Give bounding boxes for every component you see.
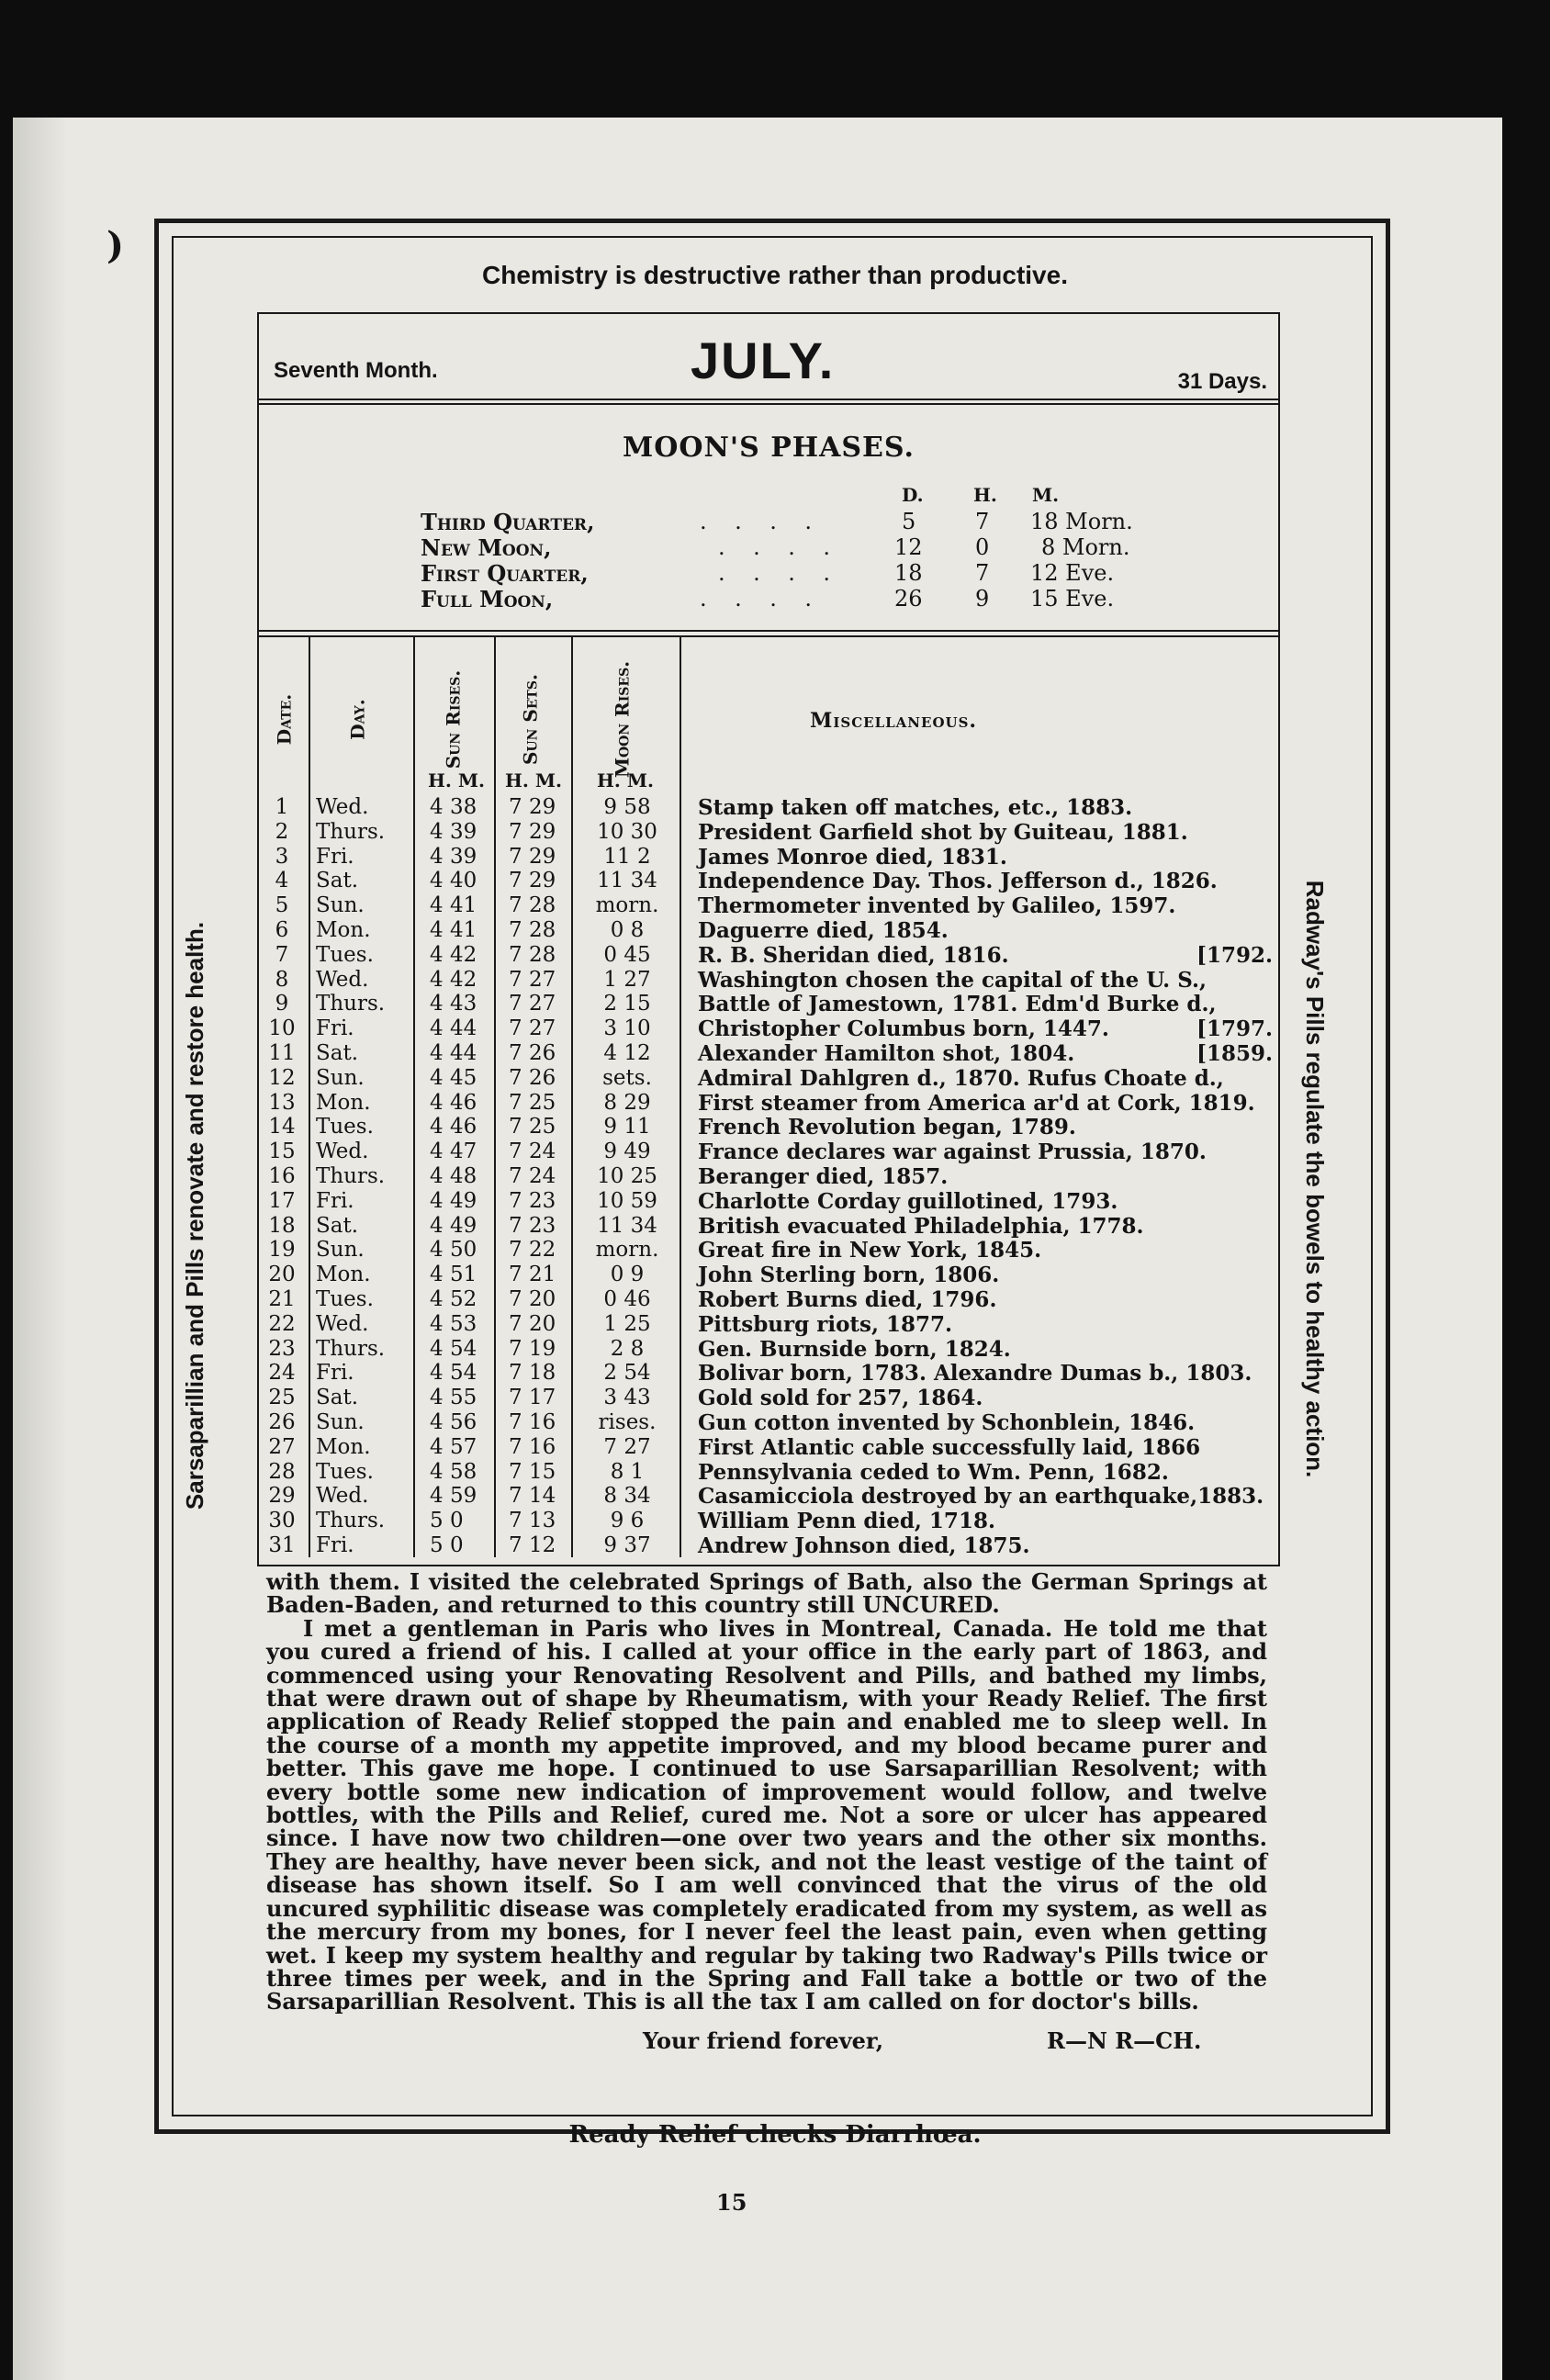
moon-phase-day: 5 bbox=[902, 509, 916, 534]
moon-phase-name: First Quarter, bbox=[421, 560, 589, 587]
sun-set-cell: 7 24 bbox=[509, 1164, 556, 1188]
calendar-row bbox=[259, 1189, 1278, 1214]
day-cell: Mon. bbox=[316, 1090, 371, 1115]
date-cell: 20 bbox=[268, 1263, 296, 1287]
moon-rise-cell: 9 6 bbox=[610, 1509, 645, 1533]
date-cell: 9 bbox=[275, 992, 289, 1016]
moon-rise-cell: 11 2 bbox=[603, 844, 651, 869]
sun-set-cell: 7 25 bbox=[509, 1115, 556, 1139]
calendar-table bbox=[257, 312, 1280, 1566]
sun-set-cell: 7 29 bbox=[509, 819, 556, 844]
moon-col-m: M. bbox=[1032, 484, 1060, 506]
misc-cell: William Penn died, 1718. bbox=[698, 1509, 995, 1534]
day-cell: Thurs. bbox=[316, 1509, 386, 1533]
misc-cell: Washington chosen the capital of the U. S., bbox=[698, 967, 1207, 993]
sun-rise-cell: 4 49 bbox=[430, 1188, 477, 1213]
moon-phase-day: 26 bbox=[894, 586, 923, 612]
sun-rise-cell: 4 38 bbox=[430, 795, 477, 819]
sun-set-cell: 7 15 bbox=[509, 1459, 556, 1484]
sun-set-cell: 7 27 bbox=[509, 967, 556, 992]
calendar-row bbox=[259, 1361, 1278, 1386]
date-cell: 6 bbox=[275, 918, 289, 942]
moon-phase-row bbox=[259, 560, 1278, 586]
sun-set-cell: 7 26 bbox=[509, 1041, 556, 1065]
sun-rise-cell: 5 0 bbox=[430, 1509, 464, 1533]
testimonial-letter bbox=[266, 1570, 1267, 2014]
moon-rise-cell: 0 8 bbox=[610, 918, 645, 942]
misc-cell: Gen. Burnside born, 1824. bbox=[698, 1336, 1011, 1362]
sun-rise-cell: 4 49 bbox=[430, 1213, 477, 1238]
date-cell: 1 bbox=[275, 795, 289, 819]
calendar-row bbox=[259, 1041, 1278, 1066]
misc-cell: Stamp taken off matches, etc., 1883. bbox=[698, 795, 1133, 820]
moon-rise-cell: 1 25 bbox=[603, 1311, 651, 1336]
sun-rise-cell: 4 47 bbox=[430, 1139, 477, 1164]
calendar-row bbox=[259, 1484, 1278, 1509]
date-cell: 26 bbox=[268, 1410, 296, 1434]
date-cell: 27 bbox=[268, 1434, 296, 1459]
calendar-row bbox=[259, 968, 1278, 993]
day-cell: Fri. bbox=[316, 844, 354, 869]
date-cell: 7 bbox=[275, 942, 289, 967]
sun-rise-cell: 4 42 bbox=[430, 942, 477, 967]
sun-set-cell: 7 12 bbox=[509, 1533, 556, 1557]
moon-rise-cell: 0 45 bbox=[603, 942, 651, 967]
misc-cell: Charlotte Corday guillotined, 1793. bbox=[698, 1188, 1118, 1214]
sun-rise-cell: 4 54 bbox=[430, 1336, 477, 1361]
misc-cell: John Sterling born, 1806. bbox=[698, 1263, 1000, 1288]
date-cell: 4 bbox=[275, 869, 289, 893]
calendar-row bbox=[259, 1066, 1278, 1091]
moon-rise-cell: 9 49 bbox=[603, 1139, 651, 1164]
moon-rise-cell: 7 27 bbox=[603, 1434, 651, 1459]
moon-rise-cell: 1 27 bbox=[603, 967, 651, 992]
bottom-motto: Ready Relief checks Diarrhœa. bbox=[568, 2121, 982, 2149]
moon-rise-cell: 10 25 bbox=[597, 1164, 657, 1188]
moon-rise-cell: 11 34 bbox=[597, 1213, 657, 1238]
sun-rise-cell: 4 58 bbox=[430, 1459, 477, 1484]
misc-cell: French Revolution began, 1789. bbox=[698, 1115, 1076, 1140]
moon-rise-cell: 10 59 bbox=[597, 1188, 657, 1213]
sun-set-cell: 7 23 bbox=[509, 1188, 556, 1213]
moon-rise-cell: 0 46 bbox=[603, 1287, 651, 1311]
moon-phase-minute: 18 Morn. bbox=[1030, 509, 1133, 534]
moon-phase-minute: 12 Eve. bbox=[1030, 560, 1115, 586]
leader-dots: . . . . bbox=[718, 560, 831, 586]
date-cell: 3 bbox=[275, 844, 289, 869]
day-cell: Wed. bbox=[316, 1139, 369, 1164]
sun-set-cell: 7 16 bbox=[509, 1434, 556, 1459]
letter-signature: R—N R—CH. bbox=[1047, 2027, 1202, 2054]
moon-phase-hour: 0 bbox=[975, 534, 990, 560]
letter-paragraph: with them. I visited the celebrated Springs of Bath, also the German Springs at Baden-Baden, and returned to this country still UNCURED. bbox=[266, 1568, 1267, 1619]
sun-set-cell: 7 23 bbox=[509, 1213, 556, 1238]
moon-rise-cell: 2 15 bbox=[603, 992, 651, 1016]
misc-cell: Great fire in New York, 1845. bbox=[698, 1238, 1042, 1263]
calendar-row bbox=[259, 1509, 1278, 1533]
day-cell: Thurs. bbox=[316, 1164, 386, 1188]
day-cell: Fri. bbox=[316, 1533, 354, 1557]
sun-rise-cell: 4 44 bbox=[430, 1016, 477, 1041]
calendar-row bbox=[259, 1460, 1278, 1485]
sun-rise-cell: 4 44 bbox=[430, 1041, 477, 1065]
moon-rise-cell: morn. bbox=[595, 893, 659, 918]
day-cell: Sun. bbox=[316, 1238, 365, 1263]
date-cell: 10 bbox=[268, 1016, 296, 1041]
misc-cell: Gun cotton invented by Schonblein, 1846. bbox=[698, 1410, 1196, 1435]
misc-cell: Alexander Hamilton shot, 1804. bbox=[698, 1041, 1075, 1066]
sun-set-cell: 7 27 bbox=[509, 992, 556, 1016]
date-cell: 16 bbox=[268, 1164, 296, 1188]
sun-set-cell: 7 26 bbox=[509, 1065, 556, 1090]
sun-rise-cell: 4 51 bbox=[430, 1263, 477, 1287]
sun-set-cell: 7 28 bbox=[509, 918, 556, 942]
sun-set-cell: 7 27 bbox=[509, 1016, 556, 1041]
misc-cell: Thermometer invented by Galileo, 1597. bbox=[698, 893, 1176, 919]
date-cell: 25 bbox=[268, 1386, 296, 1410]
sun-set-cell: 7 29 bbox=[509, 869, 556, 893]
side-motto-left: Sarsaparillian and Pills renovate and restore health. bbox=[181, 921, 208, 1510]
day-cell: Thurs. bbox=[316, 992, 386, 1016]
misc-cell: Pittsburg riots, 1877. bbox=[698, 1311, 953, 1337]
sun-rise-cell: 4 41 bbox=[430, 893, 477, 918]
hm-label-moon: H. M. bbox=[597, 769, 654, 791]
sun-rise-cell: 4 59 bbox=[430, 1484, 477, 1509]
col-head-day bbox=[336, 654, 380, 791]
date-cell: 22 bbox=[268, 1311, 296, 1336]
misc-cell: Gold sold for 257, 1864. bbox=[698, 1386, 983, 1411]
misc-cell: Beranger died, 1857. bbox=[698, 1164, 949, 1189]
day-cell: Tues. bbox=[316, 1115, 374, 1139]
leader-dots: . . . . bbox=[700, 586, 813, 612]
calendar-row bbox=[259, 1115, 1278, 1139]
moon-phase-hour: 7 bbox=[975, 509, 990, 534]
moon-rise-cell: rises. bbox=[598, 1410, 657, 1434]
day-cell: Mon. bbox=[316, 1434, 371, 1459]
day-cell: Fri. bbox=[316, 1188, 354, 1213]
moon-rise-cell: 8 34 bbox=[603, 1484, 651, 1509]
misc-cell: Bolivar born, 1783. Alexandre Dumas b., 1803. bbox=[698, 1361, 1252, 1386]
moon-rise-cell: 8 29 bbox=[603, 1090, 651, 1115]
sun-rise-cell: 4 53 bbox=[430, 1311, 477, 1336]
sun-set-cell: 7 16 bbox=[509, 1410, 556, 1434]
month-title: JULY. bbox=[691, 331, 836, 389]
day-cell: Tues. bbox=[316, 942, 374, 967]
moon-phases-title: MOON'S PHASES. bbox=[623, 432, 915, 464]
moon-rule bbox=[259, 630, 1278, 632]
sun-rise-cell: 4 48 bbox=[430, 1164, 477, 1188]
note-cell: [1859. bbox=[1196, 1041, 1273, 1066]
calendar-row bbox=[259, 869, 1278, 893]
header-rule bbox=[259, 399, 1278, 400]
misc-cell: Casamicciola destroyed by an earthquake,1883. bbox=[698, 1484, 1264, 1510]
misc-cell: France declares war against Prussia, 1870. bbox=[698, 1139, 1207, 1165]
misc-cell: R. B. Sheridan died, 1816. bbox=[698, 942, 1009, 968]
moon-phase-day: 12 bbox=[894, 534, 923, 560]
moon-rise-cell: morn. bbox=[595, 1238, 659, 1263]
sun-rise-cell: 4 52 bbox=[430, 1287, 477, 1311]
col-head-day-label: Day. bbox=[346, 699, 369, 740]
top-motto: Chemistry is destructive rather than productive. bbox=[482, 261, 1068, 289]
calendar-row bbox=[259, 1312, 1278, 1337]
leader-dots: . . . . bbox=[718, 534, 831, 560]
calendar-row bbox=[259, 1139, 1278, 1164]
moon-rise-cell: 9 58 bbox=[603, 795, 651, 819]
date-cell: 30 bbox=[268, 1509, 296, 1533]
calendar-row bbox=[259, 1435, 1278, 1460]
misc-cell: First steamer from America ar'd at Cork, 1819. bbox=[698, 1090, 1255, 1116]
sun-set-cell: 7 14 bbox=[509, 1484, 556, 1509]
col-head-date-label: Date. bbox=[273, 693, 296, 746]
sun-rise-cell: 4 55 bbox=[430, 1386, 477, 1410]
calendar-row bbox=[259, 1410, 1278, 1435]
date-cell: 19 bbox=[268, 1238, 296, 1263]
calendar-row bbox=[259, 1214, 1278, 1239]
date-cell: 24 bbox=[268, 1361, 296, 1386]
day-cell: Wed. bbox=[316, 967, 369, 992]
moon-rise-cell: 9 37 bbox=[603, 1533, 651, 1557]
day-cell: Sun. bbox=[316, 1410, 365, 1434]
moon-phase-name: Full Moon, bbox=[421, 586, 554, 612]
sun-set-cell: 7 29 bbox=[509, 844, 556, 869]
side-motto-right: Radway's Pills regulate the bowels to healthy action. bbox=[1301, 880, 1329, 1478]
sun-set-cell: 7 22 bbox=[509, 1238, 556, 1263]
moon-phase-minute: 15 Eve. bbox=[1030, 586, 1115, 612]
date-cell: 14 bbox=[268, 1115, 296, 1139]
calendar-row bbox=[259, 992, 1278, 1016]
day-cell: Fri. bbox=[316, 1361, 354, 1386]
misc-cell: Andrew Johnson died, 1875. bbox=[698, 1533, 1030, 1558]
calendar-row bbox=[259, 1287, 1278, 1312]
day-cell: Mon. bbox=[316, 918, 371, 942]
misc-cell: Independence Day. Thos. Jefferson d., 1826. bbox=[698, 869, 1218, 894]
calendar-row bbox=[259, 1337, 1278, 1362]
date-cell: 8 bbox=[275, 967, 289, 992]
sun-set-cell: 7 18 bbox=[509, 1361, 556, 1386]
moon-phase-row bbox=[259, 586, 1278, 612]
sun-rise-cell: 5 0 bbox=[430, 1533, 464, 1557]
moon-phase-row bbox=[259, 534, 1278, 560]
date-cell: 18 bbox=[268, 1213, 296, 1238]
sun-set-cell: 7 28 bbox=[509, 893, 556, 918]
letter-closing: Your friend forever, bbox=[643, 2027, 884, 2054]
calendar-row bbox=[259, 1533, 1278, 1558]
date-cell: 23 bbox=[268, 1336, 296, 1361]
date-cell: 31 bbox=[268, 1533, 296, 1557]
day-cell: Fri. bbox=[316, 1016, 354, 1041]
date-cell: 17 bbox=[268, 1188, 296, 1213]
calendar-row bbox=[259, 918, 1278, 943]
misc-cell: Christopher Columbus born, 1447. bbox=[698, 1016, 1109, 1042]
header-rule-2 bbox=[259, 403, 1278, 405]
moon-rise-cell: 0 9 bbox=[610, 1263, 645, 1287]
misc-cell: Robert Burns died, 1796. bbox=[698, 1287, 997, 1312]
day-cell: Thurs. bbox=[316, 1336, 386, 1361]
moon-rule-2 bbox=[259, 635, 1278, 637]
day-cell: Sun. bbox=[316, 893, 365, 918]
moon-rise-cell: 8 1 bbox=[610, 1459, 645, 1484]
date-cell: 13 bbox=[268, 1090, 296, 1115]
misc-cell: First Atlantic cable successfully laid, 1866 bbox=[698, 1434, 1201, 1460]
sun-rise-cell: 4 56 bbox=[430, 1410, 477, 1434]
corner-ornament: ) bbox=[107, 224, 124, 267]
date-cell: 11 bbox=[268, 1041, 296, 1065]
date-cell: 21 bbox=[268, 1287, 296, 1311]
month-days: 31 Days. bbox=[1177, 369, 1267, 394]
moon-rise-cell: 4 12 bbox=[603, 1041, 651, 1065]
date-cell: 5 bbox=[275, 893, 289, 918]
hm-label-rise: H. M. bbox=[428, 769, 485, 791]
col-head-moon-rises-label: Moon Rises. bbox=[611, 660, 634, 779]
moon-phase-row bbox=[259, 509, 1278, 534]
sun-set-cell: 7 21 bbox=[509, 1263, 556, 1287]
sun-set-cell: 7 24 bbox=[509, 1139, 556, 1164]
calendar-row bbox=[259, 1238, 1278, 1263]
date-cell: 29 bbox=[268, 1484, 296, 1509]
moon-phase-name: Third Quarter, bbox=[421, 509, 595, 535]
calendar-row bbox=[259, 1386, 1278, 1410]
leader-dots: . . . . bbox=[700, 509, 813, 534]
calendar-row bbox=[259, 943, 1278, 968]
date-cell: 12 bbox=[268, 1065, 296, 1090]
sun-set-cell: 7 19 bbox=[509, 1336, 556, 1361]
moon-phase-hour: 9 bbox=[975, 586, 990, 612]
date-cell: 15 bbox=[268, 1139, 296, 1164]
sun-set-cell: 7 13 bbox=[509, 1509, 556, 1533]
col-head-date bbox=[263, 654, 307, 791]
day-cell: Sat. bbox=[316, 869, 359, 893]
sun-set-cell: 7 17 bbox=[509, 1386, 556, 1410]
day-cell: Wed. bbox=[316, 1484, 369, 1509]
col-head-misc: Miscellaneous. bbox=[810, 709, 978, 733]
calendar-row bbox=[259, 893, 1278, 918]
month-ordinal: Seventh Month. bbox=[274, 358, 438, 383]
day-cell: Sat. bbox=[316, 1041, 359, 1065]
date-cell: 2 bbox=[275, 819, 289, 844]
day-cell: Sat. bbox=[316, 1386, 359, 1410]
moon-rise-cell: 3 10 bbox=[603, 1016, 651, 1041]
day-cell: Sat. bbox=[316, 1213, 359, 1238]
moon-phase-hour: 7 bbox=[975, 560, 990, 586]
misc-cell: James Monroe died, 1831. bbox=[698, 844, 1007, 870]
sun-set-cell: 7 20 bbox=[509, 1311, 556, 1336]
page-number: 15 bbox=[716, 2189, 747, 2216]
misc-cell: Admiral Dahlgren d., 1870. Rufus Choate d., bbox=[698, 1065, 1224, 1091]
sun-rise-cell: 4 45 bbox=[430, 1065, 477, 1090]
calendar-row bbox=[259, 1263, 1278, 1287]
hm-label-set: H. M. bbox=[505, 769, 562, 791]
moon-rise-cell: 11 34 bbox=[597, 869, 657, 893]
misc-cell: Daguerre died, 1854. bbox=[698, 918, 949, 943]
moon-phase-name: New Moon, bbox=[421, 534, 552, 561]
day-cell: Wed. bbox=[316, 1311, 369, 1336]
sun-rise-cell: 4 46 bbox=[430, 1115, 477, 1139]
calendar-row bbox=[259, 845, 1278, 870]
day-cell: Wed. bbox=[316, 795, 369, 819]
calendar-header bbox=[259, 314, 1278, 397]
moon-col-d: D. bbox=[902, 484, 924, 506]
moon-rise-cell: 9 11 bbox=[603, 1115, 651, 1139]
sun-rise-cell: 4 41 bbox=[430, 918, 477, 942]
sun-rise-cell: 4 39 bbox=[430, 819, 477, 844]
sun-set-cell: 7 28 bbox=[509, 942, 556, 967]
sun-rise-cell: 4 42 bbox=[430, 967, 477, 992]
moon-col-h: H. bbox=[973, 484, 997, 506]
misc-cell: Battle of Jamestown, 1781. Edm'd Burke d., bbox=[698, 992, 1217, 1017]
calendar-row bbox=[259, 820, 1278, 845]
calendar-row bbox=[259, 1016, 1278, 1041]
moon-phase-day: 18 bbox=[894, 560, 923, 586]
col-head-sun-sets-label: Sun Sets. bbox=[519, 673, 542, 766]
sun-rise-cell: 4 57 bbox=[430, 1434, 477, 1459]
day-cell: Thurs. bbox=[316, 819, 386, 844]
moon-phase-minute: 8 Morn. bbox=[1041, 534, 1130, 560]
moon-rise-cell: 2 8 bbox=[610, 1336, 645, 1361]
sun-set-cell: 7 29 bbox=[509, 795, 556, 819]
sun-rise-cell: 4 39 bbox=[430, 844, 477, 869]
page-edge bbox=[13, 118, 68, 2380]
misc-cell: Pennsylvania ceded to Wm. Penn, 1682. bbox=[698, 1459, 1169, 1485]
sun-set-cell: 7 25 bbox=[509, 1090, 556, 1115]
day-cell: Mon. bbox=[316, 1263, 371, 1287]
sun-rise-cell: 4 46 bbox=[430, 1090, 477, 1115]
calendar-row bbox=[259, 1164, 1278, 1189]
calendar-row bbox=[259, 795, 1278, 820]
note-cell: [1797. bbox=[1196, 1016, 1273, 1042]
moon-rise-cell: 2 54 bbox=[603, 1361, 651, 1386]
day-cell: Sun. bbox=[316, 1065, 365, 1090]
calendar-row bbox=[259, 1091, 1278, 1116]
moon-rise-cell: sets. bbox=[602, 1065, 652, 1090]
day-cell: Tues. bbox=[316, 1287, 374, 1311]
misc-cell: British evacuated Philadelphia, 1778. bbox=[698, 1213, 1144, 1239]
misc-cell: President Garfield shot by Guiteau, 1881. bbox=[698, 819, 1188, 845]
moon-rise-cell: 10 30 bbox=[597, 819, 657, 844]
moon-rise-cell: 3 43 bbox=[603, 1386, 651, 1410]
sun-rise-cell: 4 50 bbox=[430, 1238, 477, 1263]
sun-rise-cell: 4 54 bbox=[430, 1361, 477, 1386]
date-cell: 28 bbox=[268, 1459, 296, 1484]
sun-rise-cell: 4 40 bbox=[430, 869, 477, 893]
note-cell: [1792. bbox=[1196, 942, 1273, 968]
sun-set-cell: 7 20 bbox=[509, 1287, 556, 1311]
day-cell: Tues. bbox=[316, 1459, 374, 1484]
letter-paragraph: I met a gentleman in Paris who lives in Montreal, Canada. He told me that you cured a friend of his. I called at your office in the early part of 1863, and commenced using your Renovating Resolvent and Pills, and bathed my limbs, that were drawn out of shape by Rheumatism, with your Ready Relief. The first application of Ready Relief stopped the pain and enabled me to sleep well. In the course of a month my appetite improved, and my blood became purer and better. This gave me hope. I continued to use Sarsaparillian Resolvent; with every bottle some new indication of improvement would follow, and twelve bottles, with the Pills and Relief, cured me. Not a sore or ulcer has appeared since. I have now two children—one over two years and the other six months. They are healthy, have never been sick, and not the least vestige of the taint of disease has shown itself. So I am well convinced that the virus of the old uncured syphilitic disease was completely eradicated from my system, as well as the mercury from my bones, for I never feel the least pain, even when getting wet. I keep my system healthy and regular by taking two Radway's Pills twice or three times per week, and in the Spring and Fall take a bottle or two of the Sarsaparillian Resolvent. This is all the tax I am called on for doctor's bills. bbox=[266, 1614, 1267, 2015]
col-head-sun-rises-label: Sun Rises. bbox=[442, 669, 465, 769]
sun-rise-cell: 4 43 bbox=[430, 992, 477, 1016]
